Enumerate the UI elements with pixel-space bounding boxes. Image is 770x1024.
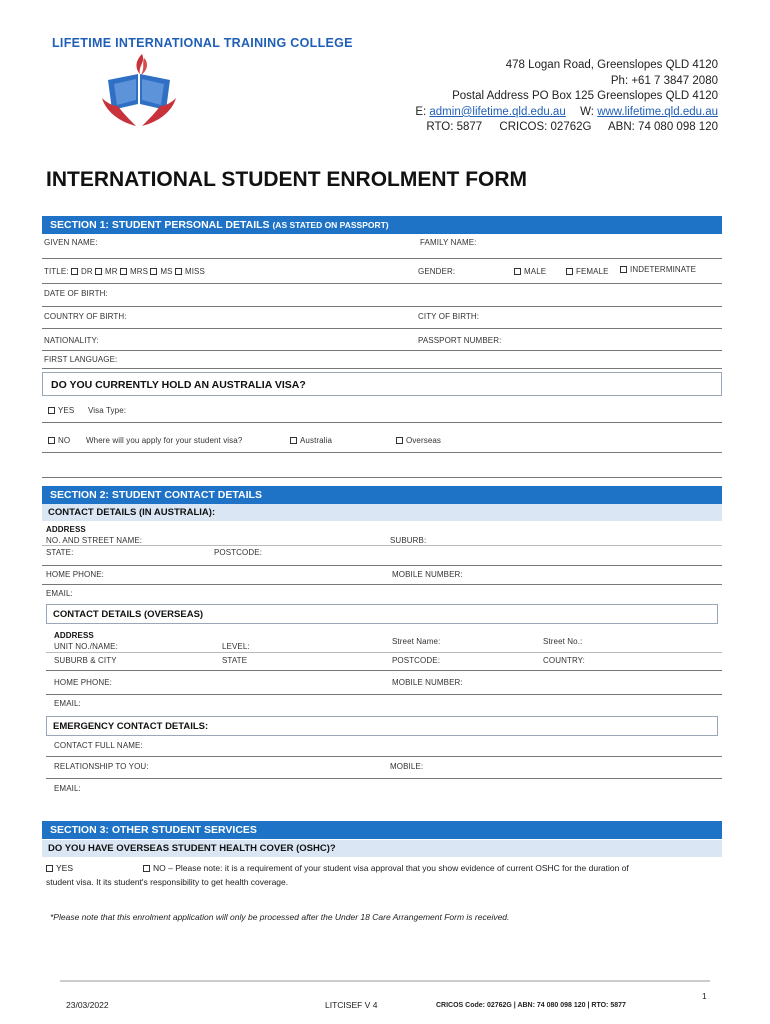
web-link[interactable]: www.lifetime.qld.edu.au: [597, 105, 718, 118]
divider: [46, 652, 722, 653]
checkbox-icon: [290, 437, 297, 444]
suburb-city-label: SUBURB & CITY: [54, 656, 117, 665]
country-of-birth-label: COUNTRY OF BIRTH:: [44, 312, 127, 321]
divider: [42, 306, 722, 307]
title-option-ms[interactable]: [150, 267, 172, 276]
form-title: INTERNATIONAL STUDENT ENROLMENT FORM: [46, 168, 528, 191]
option-label: INDETERMINATE: [630, 265, 697, 274]
option-label: NO: [58, 436, 71, 445]
college-address-block: [415, 58, 718, 136]
visa-type-label: Visa Type:: [88, 406, 127, 415]
email-label: E:: [415, 105, 427, 118]
checkbox-icon: [120, 268, 127, 275]
postal-line: Postal Address PO Box 125 Greenslopes QLD 4120: [452, 90, 718, 103]
contact-line: [415, 105, 718, 121]
registration-line: [415, 120, 718, 136]
abn: ABN: 74 080 098 120: [608, 121, 718, 134]
divider: [46, 756, 722, 757]
section2-header: SECTION 2: STUDENT CONTACT DETAILS: [42, 486, 722, 504]
home-phone-label: HOME PHONE:: [46, 570, 104, 579]
contact-name-label: CONTACT FULL NAME:: [54, 741, 143, 750]
divider: [42, 477, 722, 478]
title-option-dr[interactable]: [71, 267, 93, 276]
postcode-label: POSTCODE:: [214, 548, 263, 557]
option-label: FEMALE: [576, 267, 609, 276]
street-label: NO. AND STREET NAME:: [46, 536, 143, 545]
mobile-number-label: MOBILE NUMBER:: [392, 570, 463, 579]
emergency-mobile-label: MOBILE:: [390, 762, 424, 771]
divider: [42, 452, 722, 453]
divider: [42, 328, 722, 329]
divider: [42, 258, 722, 259]
visa-no-option[interactable]: [48, 436, 70, 445]
gender-option-indeterminate[interactable]: [620, 265, 696, 274]
street-name-label: Street Name:: [392, 637, 441, 646]
country-label: COUNTRY:: [543, 656, 585, 665]
divider: [42, 545, 722, 546]
option-label: NO – Please note: it is a requirement of your student visa approval that you show evidence of current OSHC for the duration of: [153, 863, 629, 873]
visa-question: DO YOU CURRENTLY HOLD AN AUSTRALIA VISA?: [42, 372, 722, 396]
email-link[interactable]: admin@lifetime.qld.edu.au: [429, 105, 566, 118]
os-postcode-label: POSTCODE:: [392, 656, 441, 665]
footer-date: 23/03/2022: [66, 1000, 109, 1010]
college-name: LIFETIME INTERNATIONAL TRAINING COLLEGE: [52, 36, 353, 50]
section1-title: SECTION 1: STUDENT PERSONAL DETAILS: [50, 219, 270, 231]
suburb-label: SUBURB:: [390, 536, 427, 545]
option-label: MALE: [524, 267, 547, 276]
os-mobile-label: MOBILE NUMBER:: [392, 678, 463, 687]
option-label: Overseas: [406, 436, 442, 445]
oshc-no-option[interactable]: [143, 861, 629, 875]
divider: [42, 350, 722, 351]
under18-note: *Please note that this enrolment application will only be processed after the Under 18 Care Arrangement Form is received.: [50, 912, 510, 922]
overseas-contact-heading: CONTACT DETAILS (OVERSEAS): [46, 604, 718, 624]
gender-option-female[interactable]: [566, 267, 609, 276]
option-label: MS: [160, 267, 173, 276]
oshc-question: DO YOU HAVE OVERSEAS STUDENT HEALTH COVER (OSHC)?: [42, 840, 722, 857]
street-no-label: Street No.:: [543, 637, 583, 646]
family-name-label: FAMILY NAME:: [420, 238, 477, 247]
divider: [42, 283, 722, 284]
apply-australia-option[interactable]: [290, 436, 332, 445]
gender-label: GENDER:: [418, 267, 456, 276]
checkbox-icon: [514, 268, 521, 275]
os-state-label: STATE: [222, 656, 248, 665]
section3-header: SECTION 3: OTHER STUDENT SERVICES: [42, 821, 722, 839]
divider: [46, 778, 722, 779]
divider: [42, 422, 722, 423]
option-label: YES: [56, 863, 74, 873]
option-label: MR: [105, 267, 118, 276]
divider: [42, 584, 722, 585]
checkbox-icon: [396, 437, 403, 444]
title-option-miss[interactable]: [175, 267, 205, 276]
checkbox-icon: [566, 268, 573, 275]
web-label: W:: [580, 105, 594, 118]
cricos: CRICOS: 02762G: [499, 121, 592, 134]
nationality-label: NATIONALITY:: [44, 336, 99, 345]
page-number: 1: [702, 991, 707, 1001]
passport-number-label: PASSPORT NUMBER:: [418, 336, 502, 345]
emergency-contact-heading: EMERGENCY CONTACT DETAILS:: [46, 716, 718, 736]
divider: [42, 368, 722, 369]
section1-title-note: (AS STATED ON PASSPORT): [272, 220, 389, 230]
gender-option-male[interactable]: [514, 267, 546, 276]
os-home-phone-label: HOME PHONE:: [54, 678, 112, 687]
title-option-mrs[interactable]: [120, 267, 148, 276]
email-label: EMAIL:: [46, 589, 73, 598]
unit-label: UNIT NO./NAME:: [54, 642, 118, 651]
first-language-label: FIRST LANGUAGE:: [44, 355, 118, 364]
phone-line: Ph: +61 7 3847 2080: [610, 74, 718, 87]
divider: [46, 694, 722, 695]
aus-contact-heading: CONTACT DETAILS (IN AUSTRALIA):: [42, 504, 722, 521]
state-label: STATE:: [46, 548, 74, 557]
apply-overseas-option[interactable]: [396, 436, 441, 445]
title-label: TITLE:: [44, 267, 69, 276]
option-label: DR: [80, 267, 93, 276]
aus-address-label: ADDRESS: [46, 525, 86, 534]
checkbox-icon: [48, 407, 55, 414]
option-label: MRS: [130, 267, 149, 276]
given-name-label: GIVEN NAME:: [44, 238, 98, 247]
checkbox-icon: [150, 268, 157, 275]
dob-label: DATE OF BIRTH:: [44, 289, 108, 298]
section1-header: [42, 216, 722, 234]
checkbox-icon: [48, 437, 55, 444]
emergency-email-label: EMAIL:: [54, 784, 81, 793]
footer-codes: CRICOS Code: 02762G | ABN: 74 080 098 120 | RTO: 5877: [436, 1002, 626, 1009]
option-label: Australia: [300, 436, 333, 445]
title-option-mr[interactable]: [95, 267, 118, 276]
footer-divider: [60, 980, 710, 982]
relationship-label: RELATIONSHIP TO YOU:: [54, 762, 149, 771]
divider: [42, 565, 722, 566]
option-label: YES: [58, 406, 75, 415]
option-label: MISS: [184, 267, 205, 276]
checkbox-icon: [71, 268, 78, 275]
oshc-yes-option[interactable]: [46, 861, 73, 875]
college-logo: [98, 50, 180, 132]
level-label: LEVEL:: [222, 642, 250, 651]
checkbox-icon: [620, 266, 627, 273]
os-address-label: ADDRESS: [54, 631, 94, 640]
footer-doc-code: LITCISEF V 4: [325, 1000, 378, 1010]
checkbox-icon: [143, 865, 150, 872]
city-of-birth-label: CITY OF BIRTH:: [418, 312, 480, 321]
checkbox-icon: [46, 865, 53, 872]
title-field: [44, 267, 205, 276]
visa-yes-option[interactable]: [48, 406, 74, 415]
rto: RTO: 5877: [426, 121, 483, 134]
checkbox-icon: [95, 268, 102, 275]
oshc-note-continued: student visa. It its student's responsibility to get health coverage.: [46, 877, 289, 887]
address-line: 478 Logan Road, Greenslopes QLD 4120: [505, 59, 718, 71]
apply-where-label: Where will you apply for your student visa?: [86, 436, 243, 445]
divider: [46, 670, 722, 671]
checkbox-icon: [175, 268, 182, 275]
os-email-label: EMAIL:: [54, 699, 81, 708]
